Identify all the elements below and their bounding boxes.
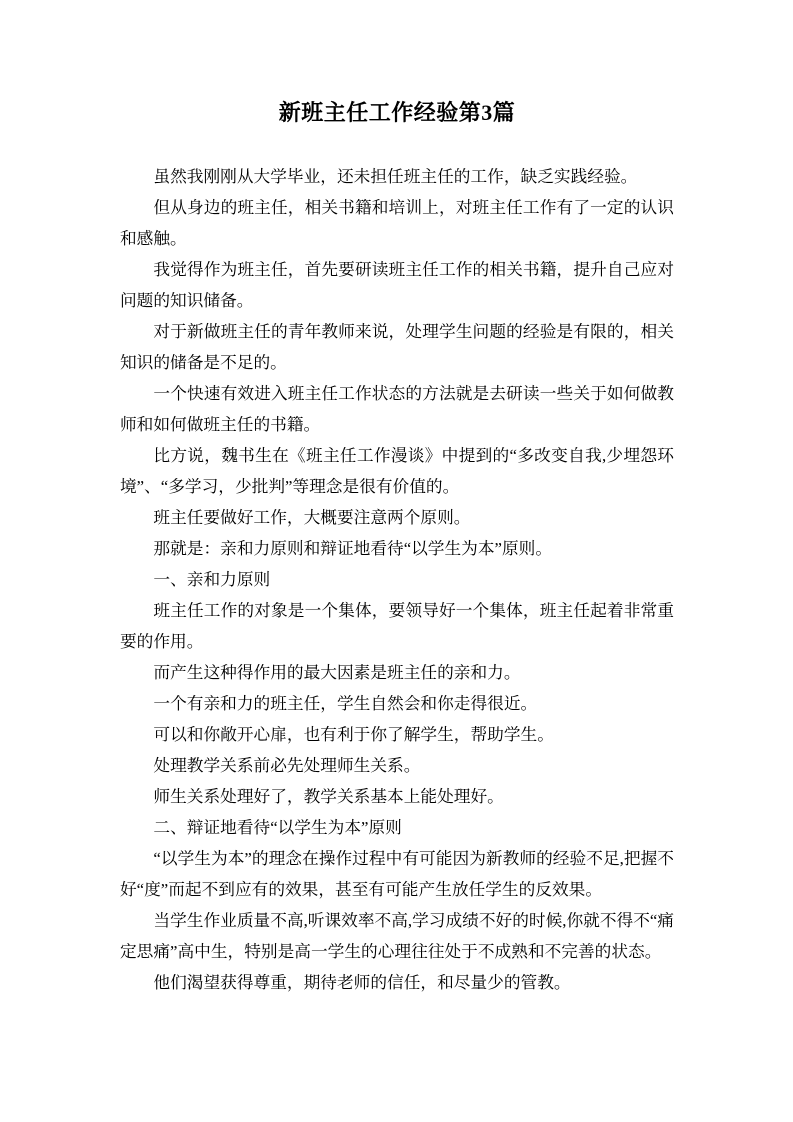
paragraph: 当学生作业质量不高,听课效率不高,学习成绩不好的时候,你就不得不“痛定思痛”高中生，特别是高一学生的心理往往处于不成熟和不完善的状态。	[120, 911, 674, 961]
paragraph: 班主任工作的对象是一个集体，要领导好一个集体，班主任起着非常重要的作用。	[120, 601, 674, 651]
paragraph: 一个快速有效进入班主任工作状态的方法就是去研读一些关于如何做教师和如何做班主任的书籍。	[120, 384, 674, 434]
paragraph: 班主任要做好工作，大概要注意两个原则。	[153, 508, 471, 527]
paragraph: “以学生为本”的理念在操作过程中有可能因为新教师的经验不足,把握不好“度”而起不到应有的效果，甚至有可能产生放任学生的反效果。	[120, 849, 674, 899]
section-heading: 二、辩证地看待“以学生为本”原则	[153, 818, 402, 837]
paragraph: 可以和你敞开心扉，也有利于你了解学生，帮助学生。	[153, 725, 554, 744]
document-title: 新班主任工作经验第3篇	[278, 100, 516, 125]
paragraph: 比方说，魏书生在《班主任工作漫谈》中提到的“多改变自我,少埋怨环境”、“多学习，少批判”等理念是很有价值的。	[120, 446, 674, 496]
paragraph: 对于新做班主任的青年教师来说，处理学生问题的经验是有限的，相关知识的储备是不足的。	[120, 322, 674, 372]
document-body	[120, 161, 674, 998]
paragraph: 而产生这种得作用的最大因素是班主任的亲和力。	[153, 663, 521, 682]
paragraph: 一个有亲和力的班主任，学生自然会和你走得很近。	[153, 694, 538, 713]
paragraph: 他们渴望获得尊重，期待老师的信任，和尽量少的管教。	[153, 973, 571, 992]
paragraph: 那就是：亲和力原则和辩证地看待“以学生为本”原则。	[153, 539, 553, 558]
paragraph: 虽然我刚刚从大学毕业，还未担任班主任的工作，缺乏实践经验。	[153, 167, 638, 186]
paragraph: 处理教学关系前必先处理师生关系。	[153, 756, 421, 775]
paragraph: 师生关系处理好了，教学关系基本上能处理好。	[153, 787, 504, 806]
paragraph: 但从身边的班主任，相关书籍和培训上，对班主任工作有了一定的认识和感触。	[120, 198, 674, 248]
paragraph: 我觉得作为班主任，首先要研读班主任工作的相关书籍，提升自己应对问题的知识储备。	[120, 260, 674, 310]
section-heading: 一、亲和力原则	[153, 570, 271, 589]
